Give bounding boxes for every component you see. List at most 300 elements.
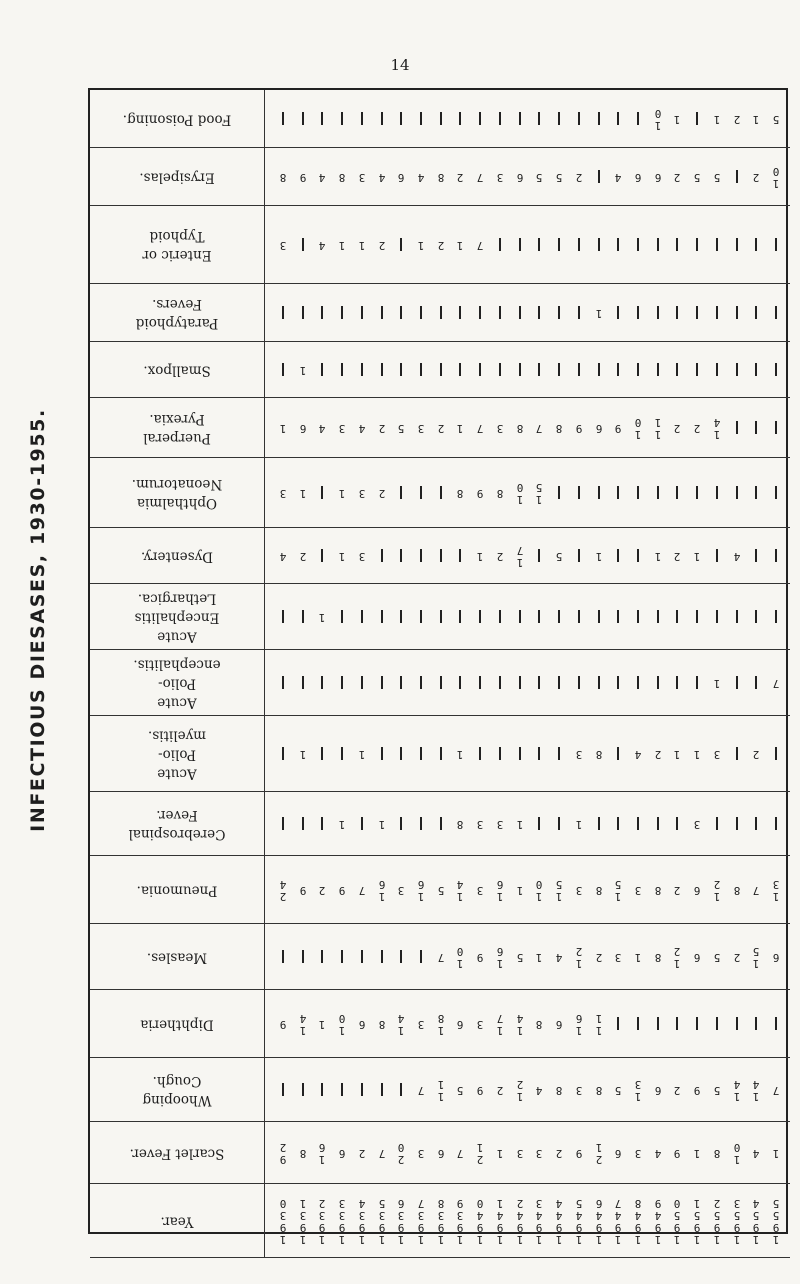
row-values xyxy=(265,458,790,528)
dash-mark xyxy=(617,747,619,760)
dash-mark xyxy=(716,549,718,562)
empty-value-dash xyxy=(472,610,488,623)
value-cell: 6 xyxy=(358,1017,366,1031)
dash-mark xyxy=(479,676,481,689)
row-label xyxy=(137,880,218,899)
dash-mark xyxy=(676,817,678,830)
dash-mark xyxy=(538,112,540,125)
value-cell: 9 2 xyxy=(279,1140,287,1166)
empty-value-dash xyxy=(275,1083,291,1096)
value-cell: 1 9 4 0 xyxy=(476,1196,484,1246)
empty-value-dash xyxy=(689,112,705,125)
empty-value-dash xyxy=(314,549,330,562)
row-label-line: Dysentery. xyxy=(140,548,214,564)
value-cell: 7 xyxy=(457,1146,464,1160)
dash-mark xyxy=(775,610,777,623)
dash-mark xyxy=(499,238,501,251)
value-cell: 8 xyxy=(279,170,287,184)
value-cell: 8 xyxy=(555,421,563,435)
empty-value-dash xyxy=(709,486,725,499)
value-cell: 1 xyxy=(575,817,583,831)
row-label xyxy=(129,805,226,843)
row-label xyxy=(135,588,220,645)
row-values xyxy=(265,924,790,990)
dash-mark xyxy=(676,610,678,623)
empty-value-dash xyxy=(630,549,646,562)
value-cell: 5 xyxy=(713,950,721,964)
value-cell: 1 9 3 1 xyxy=(299,1196,307,1246)
empty-value-dash xyxy=(610,306,626,319)
dash-mark xyxy=(420,610,422,623)
dash-mark xyxy=(696,363,698,376)
empty-value-dash xyxy=(393,676,409,689)
value-cell: 1 9 5 1 xyxy=(693,1196,701,1246)
dash-mark xyxy=(637,238,639,251)
value-cell: 1 9 3 0 xyxy=(279,1196,287,1246)
dash-mark xyxy=(637,363,639,376)
empty-value-dash xyxy=(374,950,390,963)
value-cell: 1 7 xyxy=(496,1011,504,1037)
value-cell: 1 9 4 3 xyxy=(536,1196,543,1246)
dash-mark xyxy=(400,306,402,319)
dash-mark xyxy=(558,486,560,499)
dash-mark xyxy=(381,610,383,623)
dash-mark xyxy=(341,363,343,376)
value-cell: 1 xyxy=(595,549,602,563)
dash-mark xyxy=(637,1017,639,1030)
value-cell: 1 9 5 0 xyxy=(674,1196,681,1246)
dash-mark xyxy=(282,610,284,623)
row-label xyxy=(139,167,214,186)
dash-mark xyxy=(479,610,481,623)
empty-value-dash xyxy=(413,747,429,760)
empty-value-dash xyxy=(433,610,449,623)
value-cell: 1 xyxy=(516,883,523,897)
empty-value-dash xyxy=(748,421,764,434)
empty-value-dash xyxy=(630,610,646,623)
empty-value-dash xyxy=(709,549,725,562)
dash-mark xyxy=(617,549,619,562)
empty-value-dash xyxy=(729,486,745,499)
dash-mark xyxy=(321,747,323,760)
empty-value-dash xyxy=(610,549,626,562)
dash-mark xyxy=(479,306,481,319)
dash-mark xyxy=(755,676,757,689)
dash-mark xyxy=(538,676,540,689)
value-cell: 1 0 xyxy=(634,415,642,441)
dash-mark xyxy=(381,676,383,689)
value-cell: 3 xyxy=(575,883,583,897)
empty-value-dash xyxy=(531,306,547,319)
dash-mark xyxy=(755,486,757,499)
value-cell: 1 1 xyxy=(654,415,661,441)
empty-value-dash xyxy=(630,486,646,499)
dash-mark xyxy=(420,112,422,125)
empty-value-dash xyxy=(591,170,607,183)
value-cell: 5 xyxy=(693,170,701,184)
running-title xyxy=(22,40,54,1200)
row-header xyxy=(90,528,265,584)
value-cell: 2 1 xyxy=(595,1140,602,1166)
empty-value-dash xyxy=(571,238,587,251)
dash-mark xyxy=(341,112,343,125)
row-label-line: Whooping xyxy=(142,1091,212,1108)
empty-value-dash xyxy=(630,112,646,125)
dash-mark xyxy=(578,306,580,319)
dash-mark xyxy=(361,1083,363,1096)
row-label-line: Polio- xyxy=(158,675,196,691)
dash-mark xyxy=(558,610,560,623)
dash-mark xyxy=(341,747,343,760)
dash-mark xyxy=(736,421,738,434)
value-cell: 1 xyxy=(516,817,523,831)
dash-mark xyxy=(716,306,718,319)
dash-mark xyxy=(558,676,560,689)
value-cell: 3 xyxy=(693,817,701,831)
empty-value-dash xyxy=(334,112,350,125)
value-cell: 1 2 xyxy=(674,944,681,970)
value-cell: 1 xyxy=(378,817,385,831)
value-cell: 2 xyxy=(654,747,661,761)
value-cell: 1 5 xyxy=(752,944,760,970)
value-cell: 1 4 xyxy=(733,1077,740,1103)
empty-value-dash xyxy=(413,817,429,830)
value-cell: 1 9 4 4 xyxy=(555,1196,563,1246)
dash-mark xyxy=(637,306,639,319)
value-cell: 1 xyxy=(319,610,326,624)
dash-mark xyxy=(459,306,461,319)
empty-value-dash xyxy=(669,486,685,499)
value-cell: 8 xyxy=(733,883,740,897)
empty-value-dash xyxy=(354,610,370,623)
empty-value-dash xyxy=(393,238,409,251)
dash-mark xyxy=(657,676,659,689)
value-cell: 7 xyxy=(752,883,760,897)
dash-mark xyxy=(617,610,619,623)
value-cell: 1 9 4 7 xyxy=(614,1196,622,1246)
dash-mark xyxy=(381,363,383,376)
dash-mark xyxy=(341,1083,343,1096)
value-cell: 1 xyxy=(595,306,602,320)
empty-value-dash xyxy=(669,676,685,689)
value-cell: 8 xyxy=(536,1017,543,1031)
value-cell: 3 xyxy=(496,170,504,184)
empty-value-dash xyxy=(571,610,587,623)
value-cell: 3 xyxy=(476,1017,484,1031)
empty-value-dash xyxy=(512,238,528,251)
dash-mark xyxy=(459,112,461,125)
empty-value-dash xyxy=(334,676,350,689)
dash-mark xyxy=(598,363,600,376)
value-cell: 6 xyxy=(437,1146,445,1160)
value-cell: 1 xyxy=(338,549,346,563)
empty-value-dash xyxy=(591,817,607,830)
dash-mark xyxy=(420,817,422,830)
value-cell: 4 xyxy=(634,747,642,761)
value-cell: 1 4 xyxy=(457,877,464,903)
empty-value-dash xyxy=(748,486,764,499)
row-values xyxy=(265,716,790,792)
value-cell: 5 xyxy=(713,170,721,184)
dash-mark xyxy=(420,486,422,499)
running-title-text: INFECTIOUS DIESASES, 1930-1955. xyxy=(27,408,49,832)
empty-value-dash xyxy=(393,549,409,562)
dash-mark xyxy=(302,306,304,319)
dash-mark xyxy=(657,817,659,830)
value-cell: 6 xyxy=(654,1083,661,1097)
value-cell: 1 4 xyxy=(713,415,721,441)
dash-mark xyxy=(519,610,521,623)
dash-mark xyxy=(499,363,501,376)
value-cell: 8 xyxy=(654,883,661,897)
empty-value-dash xyxy=(354,817,370,830)
dash-mark xyxy=(400,549,402,562)
dash-mark xyxy=(282,676,284,689)
empty-value-dash xyxy=(669,817,685,830)
row-label-line: Pneumonia. xyxy=(136,882,218,898)
empty-value-dash xyxy=(768,486,784,499)
empty-value-dash xyxy=(275,610,291,623)
dash-mark xyxy=(775,306,777,319)
row-label-line: Cerebrospinal xyxy=(128,825,226,842)
empty-value-dash xyxy=(295,610,311,623)
empty-value-dash xyxy=(630,817,646,830)
empty-value-dash xyxy=(314,1083,330,1096)
empty-value-dash xyxy=(393,486,409,499)
row-header xyxy=(90,856,265,924)
dash-mark xyxy=(519,747,521,760)
dash-mark xyxy=(716,817,718,830)
empty-value-dash xyxy=(334,306,350,319)
empty-value-dash xyxy=(610,817,626,830)
value-cell: 3 xyxy=(575,1083,583,1097)
dash-mark xyxy=(716,363,718,376)
empty-value-dash xyxy=(492,676,508,689)
empty-value-dash xyxy=(472,363,488,376)
empty-value-dash xyxy=(630,306,646,319)
value-cell: 1 5 xyxy=(536,480,543,506)
row-values xyxy=(265,856,790,924)
empty-value-dash xyxy=(768,747,784,760)
row-label-line: Acute xyxy=(157,628,197,644)
empty-value-dash xyxy=(275,112,291,125)
value-cell: 7 xyxy=(378,1146,385,1160)
dash-mark xyxy=(341,950,343,963)
value-cell: 9 xyxy=(299,883,307,897)
dash-mark xyxy=(519,238,521,251)
dash-mark xyxy=(321,549,323,562)
value-cell: 1 xyxy=(713,112,721,126)
dash-mark xyxy=(676,238,678,251)
empty-value-dash xyxy=(295,112,311,125)
value-cell: 1 6 xyxy=(575,1011,583,1037)
dash-mark xyxy=(775,363,777,376)
empty-value-dash xyxy=(512,363,528,376)
empty-value-dash xyxy=(571,549,587,562)
dash-mark xyxy=(617,363,619,376)
empty-value-dash xyxy=(729,747,745,760)
dash-mark xyxy=(736,676,738,689)
dash-mark xyxy=(657,238,659,251)
empty-value-dash xyxy=(551,486,567,499)
row-values xyxy=(265,1122,790,1184)
dash-mark xyxy=(578,238,580,251)
empty-value-dash xyxy=(709,306,725,319)
empty-value-dash xyxy=(413,610,429,623)
dash-mark xyxy=(499,676,501,689)
value-cell: 7 xyxy=(476,238,484,252)
value-cell: 2 xyxy=(299,549,307,563)
empty-value-dash xyxy=(512,610,528,623)
empty-value-dash xyxy=(433,747,449,760)
dash-mark xyxy=(755,1017,757,1030)
value-cell: 5 xyxy=(713,1083,721,1097)
value-cell: 1 3 xyxy=(772,877,780,903)
dash-mark xyxy=(676,676,678,689)
empty-value-dash xyxy=(650,817,666,830)
dash-mark xyxy=(637,486,639,499)
row-label-line: Erysipelas. xyxy=(139,169,215,185)
dash-mark xyxy=(716,610,718,623)
empty-value-dash xyxy=(275,363,291,376)
value-cell: 5 xyxy=(555,170,563,184)
empty-value-dash xyxy=(531,817,547,830)
empty-value-dash xyxy=(551,238,567,251)
dash-mark xyxy=(302,610,304,623)
value-cell: 5 xyxy=(437,883,445,897)
row-label xyxy=(143,360,210,379)
empty-value-dash xyxy=(768,306,784,319)
dash-mark xyxy=(736,1017,738,1030)
row-values xyxy=(265,792,790,856)
value-cell: 1 2 xyxy=(713,877,721,903)
dash-mark xyxy=(696,112,698,125)
value-cell: 8 xyxy=(299,1146,307,1160)
value-cell: 1 xyxy=(338,486,346,500)
empty-value-dash xyxy=(433,486,449,499)
value-cell: 2 xyxy=(674,170,681,184)
value-cell: 4 xyxy=(733,549,740,563)
dash-mark xyxy=(420,363,422,376)
value-cell: 1 xyxy=(634,950,642,964)
value-cell: 3 xyxy=(536,1146,543,1160)
empty-value-dash xyxy=(354,306,370,319)
value-cell: 6 xyxy=(614,1146,622,1160)
value-cell: 1 xyxy=(299,747,307,761)
row-label-line: Lethargica. xyxy=(137,590,217,606)
value-cell: 6 xyxy=(693,950,701,964)
value-cell: 1 xyxy=(457,421,464,435)
dash-mark xyxy=(420,747,422,760)
value-cell: 1 9 4 1 xyxy=(496,1196,504,1246)
dash-mark xyxy=(736,817,738,830)
value-cell: 6 xyxy=(516,170,523,184)
empty-value-dash xyxy=(768,610,784,623)
value-cell: 1 4 xyxy=(752,1077,760,1103)
row-values xyxy=(265,1184,790,1258)
empty-value-dash xyxy=(768,238,784,251)
value-cell: 4 xyxy=(358,421,366,435)
dash-mark xyxy=(420,950,422,963)
row-label-line: Food Poisoning. xyxy=(122,111,232,127)
value-cell: 2 xyxy=(674,883,681,897)
empty-value-dash xyxy=(610,676,626,689)
dash-mark xyxy=(341,610,343,623)
dash-mark xyxy=(440,676,442,689)
row-label xyxy=(141,546,213,565)
value-cell: 2 xyxy=(378,238,385,252)
value-cell: 1 0 xyxy=(772,164,780,190)
value-cell: 1 4 xyxy=(299,1011,307,1037)
dash-mark xyxy=(578,610,580,623)
dash-mark xyxy=(755,421,757,434)
value-cell: 9 xyxy=(575,1146,583,1160)
value-cell: 6 xyxy=(555,1017,563,1031)
value-cell: 1 xyxy=(338,238,346,252)
dash-mark xyxy=(420,306,422,319)
value-cell: 1 9 4 9 xyxy=(654,1196,661,1246)
empty-value-dash xyxy=(650,1017,666,1030)
empty-value-dash xyxy=(393,1083,409,1096)
dash-mark xyxy=(361,306,363,319)
dash-mark xyxy=(479,747,481,760)
value-cell: 2 xyxy=(674,549,681,563)
value-cell: 1 6 xyxy=(319,1140,326,1166)
empty-value-dash xyxy=(729,306,745,319)
dash-mark xyxy=(341,306,343,319)
dash-mark xyxy=(657,363,659,376)
value-cell: 1 5 xyxy=(614,877,622,903)
empty-value-dash xyxy=(729,817,745,830)
dash-mark xyxy=(578,676,580,689)
value-cell: 6 xyxy=(398,170,405,184)
empty-value-dash xyxy=(275,306,291,319)
value-cell: 3 xyxy=(417,1146,425,1160)
dash-mark xyxy=(420,676,422,689)
empty-value-dash xyxy=(452,306,468,319)
row-label xyxy=(136,294,219,332)
value-cell: 8 xyxy=(595,883,602,897)
empty-value-dash xyxy=(709,238,725,251)
empty-value-dash xyxy=(295,817,311,830)
dash-mark xyxy=(736,306,738,319)
value-cell: 3 xyxy=(516,1146,523,1160)
row-header xyxy=(90,1184,265,1258)
dash-mark xyxy=(538,363,540,376)
dash-mark xyxy=(440,112,442,125)
empty-value-dash xyxy=(354,950,370,963)
dash-mark xyxy=(716,238,718,251)
value-cell: 8 xyxy=(654,950,661,964)
dash-mark xyxy=(775,238,777,251)
dash-mark xyxy=(598,170,600,183)
row-label-line: Paratyphoid xyxy=(135,314,219,331)
dash-mark xyxy=(598,238,600,251)
value-cell: 6 xyxy=(634,170,642,184)
dash-mark xyxy=(755,610,757,623)
empty-value-dash xyxy=(295,238,311,251)
value-cell: 1 xyxy=(299,363,307,377)
empty-value-dash xyxy=(531,676,547,689)
empty-value-dash xyxy=(393,610,409,623)
dash-mark xyxy=(361,950,363,963)
empty-value-dash xyxy=(650,363,666,376)
empty-value-dash xyxy=(650,676,666,689)
row-header xyxy=(90,284,265,342)
dash-mark xyxy=(736,610,738,623)
value-cell: 7 xyxy=(476,421,484,435)
value-cell: 1 9 4 6 xyxy=(595,1196,602,1246)
